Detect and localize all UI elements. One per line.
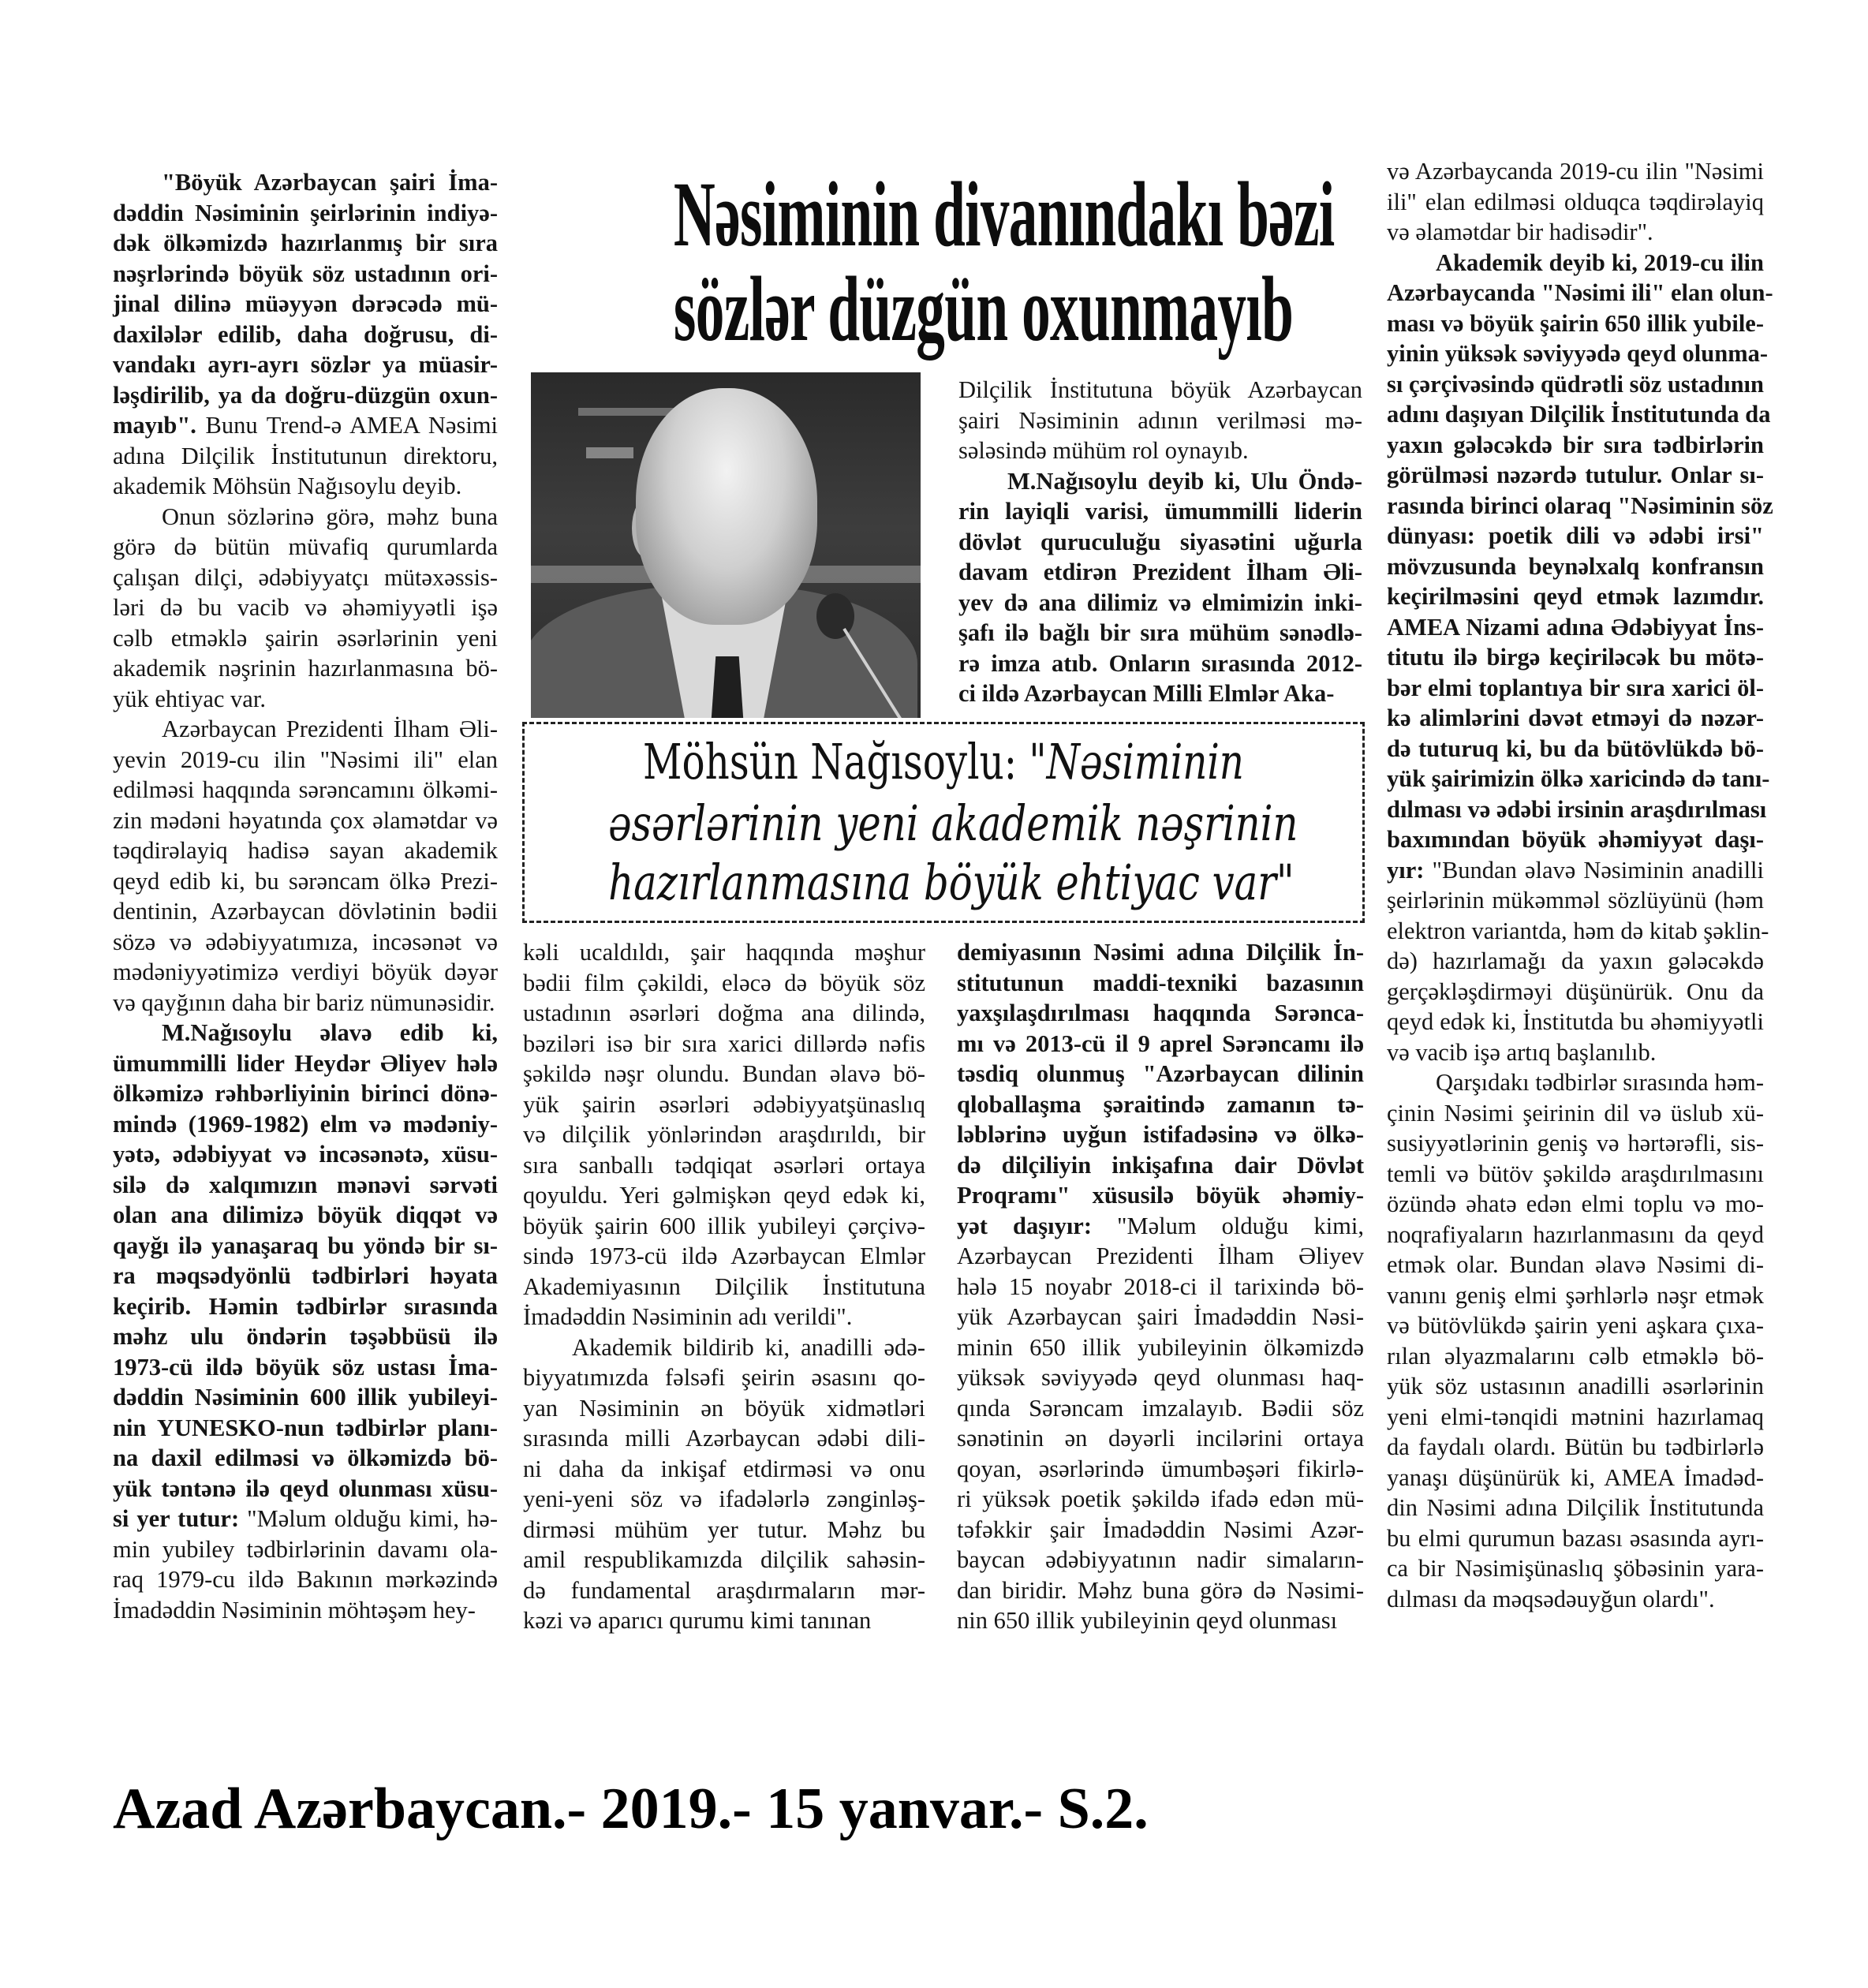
text-line: yaxın gələcəkdə bir sıra tədbirlərin (1387, 431, 1764, 458)
text-line: bədii film çəkildi, eləcə də böyük söz (523, 969, 925, 996)
text-line: yətə, ədəbiyyat və incəsənətə, xüsu- (113, 1141, 498, 1168)
text-line: yük şairin əsərləri ədəbiyyatşünaslıq (523, 1090, 925, 1118)
paragraph (1387, 1067, 1764, 1614)
text-line: ustadının əsərləri doğma ana dilində, (523, 1000, 925, 1026)
text-line: yan Nəsiminin ən böyük xidmətləri (523, 1394, 925, 1422)
text-line: qoyuldu. Yeri gəlmişkən qeyd edək ki, (523, 1182, 925, 1209)
text-line: təqdirəlayiq hadisə sayan akademik (113, 837, 498, 864)
text-line: Azərbaycan Prezidenti İlham Əli- (162, 716, 498, 742)
text-line: yük söz ustasının anadilli əsərlərinin (1387, 1373, 1764, 1399)
text-line: stitutunun maddi-texniki bazasının (957, 969, 1364, 996)
paragraph (113, 1018, 498, 1625)
text-line: baycan ədəbiyyatının nadir simaların- (957, 1546, 1364, 1573)
text-line: Onun sözlərinə görə, məhz buna (162, 503, 498, 530)
text-line: İmadəddin Nəsiminin möhtəşəm hey- (113, 1596, 476, 1624)
text-line: din Nəsimi adına Dilçilik İnstitutunda (1387, 1494, 1764, 1521)
text-line: gerçəkləşdirməyi düşünürük. Onu da (1387, 977, 1764, 1005)
text-line: ra məqsədyönlü tədbirləri həyata (113, 1262, 498, 1289)
text-line: adını daşıyan Dilçilik İnstitutunda da (1387, 401, 1771, 428)
text-line: və əlamətdar bir hadisədir". (1387, 219, 1653, 245)
text-line: qloballaşma şəraitində zamanın tə- (957, 1090, 1364, 1118)
microphone-icon (816, 593, 854, 639)
text-line: və vacib işə artıq başlanılıb. (1387, 1038, 1657, 1066)
text-line: noqrafiyaların hazırlanmasını da qeyd (1387, 1220, 1764, 1248)
text-line: yük Azərbaycan şairi İmadəddin Nəsi- (957, 1303, 1364, 1330)
text-line: ci ildə Azərbaycan Milli Elmlər Aka- (958, 680, 1335, 707)
text-line: mı və 2013-cü il 9 aprel Sərəncamı ilə (957, 1030, 1364, 1057)
paragraph (1387, 248, 1773, 1068)
normal-text: "Bundan əlavə Nəsiminin anadilli (1424, 856, 1764, 884)
text-line: ri yüksək poetik şəkildə ifadə edən mü- (957, 1485, 1364, 1512)
text-line: və bütövlükdə şairin yeni aşkara çıxa- (1387, 1312, 1764, 1339)
text-line: sələsində mühüm rol oynayıb. (958, 437, 1249, 464)
text-line: amil respublikamızda dilçilik sahəsin- (523, 1546, 925, 1573)
text-line: rə imza atıb. Onların sırasında 2012- (958, 649, 1362, 677)
text-line: yanaşı düşünürük ki, AMEA İmadəd- (1387, 1463, 1764, 1491)
article-column-1 (113, 167, 498, 1625)
text-line: qeyd edib ki, bu sərəncam ölkə Prezi- (113, 867, 498, 895)
text-line: yüksək səviyyədə qeyd olunması haq- (957, 1364, 1364, 1391)
text-line: məhz ulu öndərin təşəbbüsü ilə (113, 1323, 498, 1350)
text-line: rılan əlyazmalarını cəlb etməklə bö- (1387, 1342, 1764, 1370)
text-line: sözə və ədəbiyyatımıza, incəsənət və (113, 928, 498, 955)
text-line: qeyd edək ki, İnstitutda bu əhəmiyyətli (1387, 1008, 1764, 1035)
text-line: Akademik deyib ki, 2019-cu ilin (1436, 248, 1764, 276)
article-column-2-bottom-left (523, 937, 925, 1636)
text-line: nin YUNESKO-nun tədbirlər planı- (113, 1414, 498, 1441)
pull-quote-box (522, 722, 1365, 923)
photo-background-detail (586, 447, 633, 458)
text-line: dövlət quruculuğu siyasətini uğurla (958, 528, 1362, 555)
text-line: İmadəddin Nəsiminin adı verildi". (523, 1303, 853, 1330)
text-line: yük şairimizin ölkə xaricində də tanı- (1387, 765, 1770, 792)
paragraph (113, 502, 498, 715)
text-line: də tuturuq ki, bu da bütövlükdə bö- (1387, 734, 1764, 762)
text-line: AMEA Nizami adına Ədəbiyyat İns- (1387, 613, 1764, 641)
text-line: dəddin Nəsiminin 600 illik yubileyi- (113, 1384, 498, 1411)
text-line (113, 410, 498, 441)
text-line (957, 1211, 1364, 1242)
text-line: ca bir Nəsimişünaslıq şöbəsinin yara- (1387, 1555, 1764, 1582)
text-line: kə alimlərini dəvət etməyi də nəzər- (1387, 704, 1764, 731)
text-line: təfəkkir şair İmadəddin Nəsimi Azər- (957, 1515, 1364, 1543)
text-line: mində (1969-1982) elm və mədəniy- (113, 1110, 498, 1138)
text-line: na daxil edilməsi və ölkəmizdə bö- (113, 1444, 498, 1471)
text-line: dılması və ədəbi irsinin araşdırılması (1387, 795, 1767, 823)
pull-quote-line-2: əsərlərinin yeni akademik nəşrinin (608, 794, 1298, 852)
bold-text: si yer tutur: (113, 1505, 240, 1532)
text-line: sıra sanballı tədqiqat əsərləri ortaya (523, 1151, 925, 1179)
normal-text: "Məlum olduğu kimi, hə- (239, 1505, 498, 1532)
article-column-2-top (958, 375, 1362, 709)
text-line (1387, 855, 1764, 886)
text-line: mövzusunda beynəlxalq konfransın (1387, 552, 1764, 580)
text-line: silə də xalqımızın mənəvi sərvəti (113, 1171, 498, 1198)
text-line: da faydalı olardı. Bütün bu tədbirlərlə (1387, 1433, 1764, 1460)
text-line: ləşdirilib, ya da doğru-düzgün oxun- (113, 381, 498, 409)
text-line: titutu ilə birgə keçiriləcək bu mötə- (1387, 644, 1764, 671)
article-column-3 (1387, 156, 1773, 1614)
paragraph (958, 466, 1362, 709)
text-line: yük təntənə ilə qeyd olunması xüsu- (113, 1474, 498, 1502)
text-line: və qayğının daha bir bariz nümunəsidir. (113, 988, 495, 1016)
article-headline (522, 163, 1335, 361)
text-line: dünyası: poetik dili və ədəbi irsi" (1387, 522, 1764, 549)
text-line: kəzi və aparıcı qurumu kimi tanınan (523, 1607, 872, 1634)
text-line: Akademik bildirib ki, anadilli ədə- (572, 1333, 925, 1361)
text-line: Qarşıdakı tədbirlər sırasında həm- (1436, 1069, 1764, 1096)
text-line: sində 1973-cü ildə Azərbaycan Elmlər (523, 1242, 925, 1269)
text-line: akademik nəşrinin hazırlanmasına bö- (113, 655, 498, 682)
photo-tie (711, 656, 744, 718)
text-line: çalışan dilçi, ədəbiyyatçı mütəxəssis- (113, 563, 498, 591)
text-line: rin layiqli varisi, ümummilli liderin (958, 498, 1362, 525)
text-line: yev də ana dilimiz və elmimizin inki- (958, 589, 1362, 616)
text-line: ni daha da inkişaf etdirməsi və onu (523, 1455, 925, 1482)
text-line: "Böyük Azərbaycan şairi İma- (162, 169, 498, 196)
text-line: dəddin Nəsiminin şeirlərinin indiyə- (113, 199, 498, 226)
text-line: qoyan, əsərlərində ümumbəşəri fikirlə- (957, 1455, 1364, 1482)
text-line: raq 1979-cu ildə Bakının mərkəzində (113, 1566, 498, 1593)
text-line: elektron variantda, həm də kitab şəklin- (1387, 917, 1769, 944)
bold-text: mayıb". (113, 412, 196, 439)
paragraph (113, 714, 498, 1018)
text-line: yinin yüksək səviyyədə qeyd olunma- (1387, 340, 1769, 367)
text-line: ləri də bu vacib və əhəmiyyətli işə (113, 594, 498, 621)
text-line: Proqramı" xüsusilə böyük əhəmiy- (957, 1182, 1364, 1209)
paragraph (523, 937, 925, 1332)
text-line: ümummilli lider Heydər Əliyev hələ (113, 1049, 498, 1077)
text-line: ili" elan edilməsi olduqca təqdirəlayiq (1387, 188, 1764, 215)
text-line: keçirilməsini qeyd etmək lazımdır. (1387, 583, 1764, 610)
text-line: yaxşılaşdırılması haqqında Sərənca- (957, 1000, 1364, 1026)
text-line: biyyatımızda fəlsəfi şeirin əsasını qo- (523, 1364, 925, 1391)
text-line: ölkəmizə rəhbərliyinin birinci dönə- (113, 1080, 498, 1107)
text-line: sı çərçivəsində qüdrətli söz ustadının (1387, 370, 1764, 398)
paragraph (958, 375, 1362, 466)
pull-quote-speaker: Möhsün Nağısoylu: (643, 733, 1029, 790)
text-line: demiyasının Nəsimi adına Dilçilik İn- (957, 939, 1364, 966)
text-line: etmək olar. Bundan əlavə Nəsimi di- (1387, 1251, 1764, 1278)
text-line: zin mədəni həyatında çox əlamətdar və (113, 806, 498, 834)
text-line: qayğı ilə yanaşaraq bu yöndə bir sı- (113, 1231, 498, 1259)
text-line: keçirib. Həmin tədbirlər sırasında (113, 1292, 498, 1320)
text-line: M.Nağısoylu əlavə edib ki, (162, 1019, 498, 1046)
bold-text: yət daşıyır: (957, 1212, 1092, 1239)
text-line: və Azərbaycanda 2019-cu ilin "Nəsimi (1387, 158, 1764, 185)
text-line: də fundamental araşdırmaların mər- (523, 1576, 925, 1604)
text-line: ması və böyük şairin 650 illik yubile- (1387, 309, 1764, 337)
text-line: özündə əhatə edən elmi toplu və mo- (1387, 1190, 1764, 1217)
text-line: Azərbaycanda "Nəsimi ili" elan olun- (1387, 279, 1773, 306)
headline-line-2: sözlər düzgün oxunmayıb (673, 257, 1294, 361)
text-line: rasında birinci olaraq "Nəsiminin söz (1387, 491, 1773, 519)
headline-line-1: Nəsiminin divanındakı bəzi (673, 163, 1335, 266)
text-line: yeni-yeni söz və ifadələrlə zənginləş- (523, 1485, 925, 1512)
text-line: görə də bütün müvafiq qurumlarda (113, 533, 498, 560)
article-column-2-bottom-right (957, 937, 1364, 1636)
text-line: dan biridir. Məhz buna görə də Nəsimi- (957, 1576, 1364, 1604)
text-line: şairi Nəsiminin adının verilməsi mə- (958, 406, 1362, 434)
text-line: Azərbaycan Prezidenti İlham Əliyev (957, 1242, 1364, 1269)
text-line: bər elmi toplantıya bir sıra xarici öl- (1387, 674, 1764, 701)
text-line: cəlb etməklə şairin əsərlərinin yeni (113, 624, 498, 652)
normal-text: Bunu Trend-ə AMEA Nəsimi (196, 412, 498, 439)
photo-head (636, 388, 817, 625)
text-line: də dilçiliyin inkişafına dair Dövlət (957, 1151, 1364, 1179)
text-line: Akademiyasının Dilçilik İnstitutuna (523, 1272, 925, 1300)
text-line: sənətinin ən dəyərli incilərini ortaya (957, 1425, 1364, 1452)
bold-text: yır: (1387, 856, 1425, 884)
text-line: və dilçilik yönlərindən araşdırıldı, bir (523, 1121, 925, 1148)
text-line: Dilçilik İnstitutuna böyük Azərbaycan (958, 376, 1362, 403)
text-line: dılması da məqsədəuyğun olardı". (1387, 1585, 1715, 1612)
text-line: yevin 2019-cu ilin "Nəsimi ili" elan (113, 746, 498, 773)
text-line: susiyyətlərinin geniş və hərtərəfli, sis- (1387, 1130, 1764, 1157)
text-line: M.Nağısoylu deyib ki, Ulu Öndə- (1007, 467, 1362, 495)
pull-quote-line-1 (617, 734, 1270, 790)
text-line: nəşrlərində böyük söz ustadının ori- (113, 260, 498, 287)
text-line: bu elmi qurumun bazası əsasında ayrı- (1387, 1524, 1764, 1552)
text-line: şeirlərinin mükəmməl sözlüyünü (həm (1387, 887, 1764, 914)
text-line: vandakı ayrı-ayrı sözlər ya müasir- (113, 351, 498, 378)
text-line: bəziləri isə bir sıra xarici dillərdə nəfis (523, 1030, 925, 1057)
text-line: mədəniyyətimizə verdiyi böyük dəyər (113, 958, 498, 985)
text-line: də) hazırlamağı da yaxın gələcəkdə (1387, 947, 1764, 974)
text-line: kəli ucaldıldı, şair haqqında məşhur (523, 939, 925, 966)
normal-text: "Məlum olduğu kimi, (1091, 1212, 1364, 1239)
text-line: adına Dilçilik İnstitutunun direktoru, (113, 442, 498, 469)
paragraph (113, 167, 498, 502)
paragraph (523, 1332, 925, 1636)
text-line: yük ehtiyac var. (113, 685, 266, 712)
text-line: çinin Nəsimi şeirinin dil və üslub xü- (1387, 1099, 1764, 1127)
text-line: dirməsi mühüm yer tutur. Məhz bu (523, 1515, 925, 1543)
text-line: temli və bütöv şəkildə araşdırılmasını (1387, 1160, 1764, 1187)
text-line: minin 650 illik yubileyinin ölkəmizdə (957, 1333, 1364, 1361)
text-line: görülməsi nəzərdə tutulur. Onlar sı- (1387, 462, 1764, 488)
text-line: dentinin, Azərbaycan dövlətinin bədii (113, 898, 498, 925)
source-citation: Azad Azərbaycan.- 2019.- 15 yanvar.- S.2. (113, 1777, 1149, 1841)
text-line: təsdiq olunmuş "Azərbaycan dilinin (957, 1060, 1364, 1087)
text-line: vanını geniş elmi şərhlərlə nəşr etmək (1387, 1281, 1764, 1309)
text-line: jinal dilinə müəyyən dərəcədə mü- (113, 290, 498, 317)
text-line: sırasında milli Azərbaycan ədəbi dili- (523, 1425, 925, 1452)
text-line: qında Sərəncam imzalayıb. Bədii söz (957, 1394, 1364, 1422)
text-line: akademik Möhsün Nağısoylu deyib. (113, 473, 462, 499)
text-line: nin 650 illik yubileyinin qeyd olunması (957, 1607, 1338, 1634)
text-line: min yubiley tədbirlərinin davamı ola- (113, 1535, 498, 1563)
pull-quote-text: "Nəsiminin (1029, 733, 1244, 790)
pull-quote-line-3: hazırlanmasına böyük ehtiyac var" (608, 854, 1295, 911)
text-line: edilməsi haqqında sərəncamını ölkəmi- (113, 776, 498, 803)
text-line: hələ 15 noyabr 2018-ci il tarixində bö- (957, 1272, 1364, 1300)
text-line: davam etdirən Prezident İlham Əli- (958, 559, 1362, 585)
text-line: şəkildə nəşr olundu. Bundan əlavə bö- (523, 1060, 925, 1087)
paragraph (1387, 156, 1764, 248)
text-line: böyük şairin 600 illik yubileyi çərçivə- (523, 1212, 925, 1239)
text-line: ləblərinə uyğun istifadəsinə və ölkə- (957, 1121, 1364, 1148)
paragraph (957, 937, 1364, 1636)
text-line: yeni elmi-tənqidi mətnini hazırlamaq (1387, 1403, 1764, 1430)
text-line: 1973-cü ildə böyük söz ustası İma- (113, 1353, 498, 1381)
text-line (113, 1504, 498, 1534)
text-line: baxımından böyük əhəmiyyət daşı- (1387, 826, 1764, 853)
text-line: dək ölkəmizdə hazırlanmış bir sıra (113, 230, 498, 256)
portrait-photo (531, 372, 921, 718)
text-line: olan ana dilimizə böyük diqqət və (113, 1201, 498, 1228)
text-line: daxilələr edilib, daha doğrusu, di- (113, 320, 498, 348)
text-line: şafı ilə bağlı bir sıra mühüm sənədlə- (958, 619, 1362, 646)
